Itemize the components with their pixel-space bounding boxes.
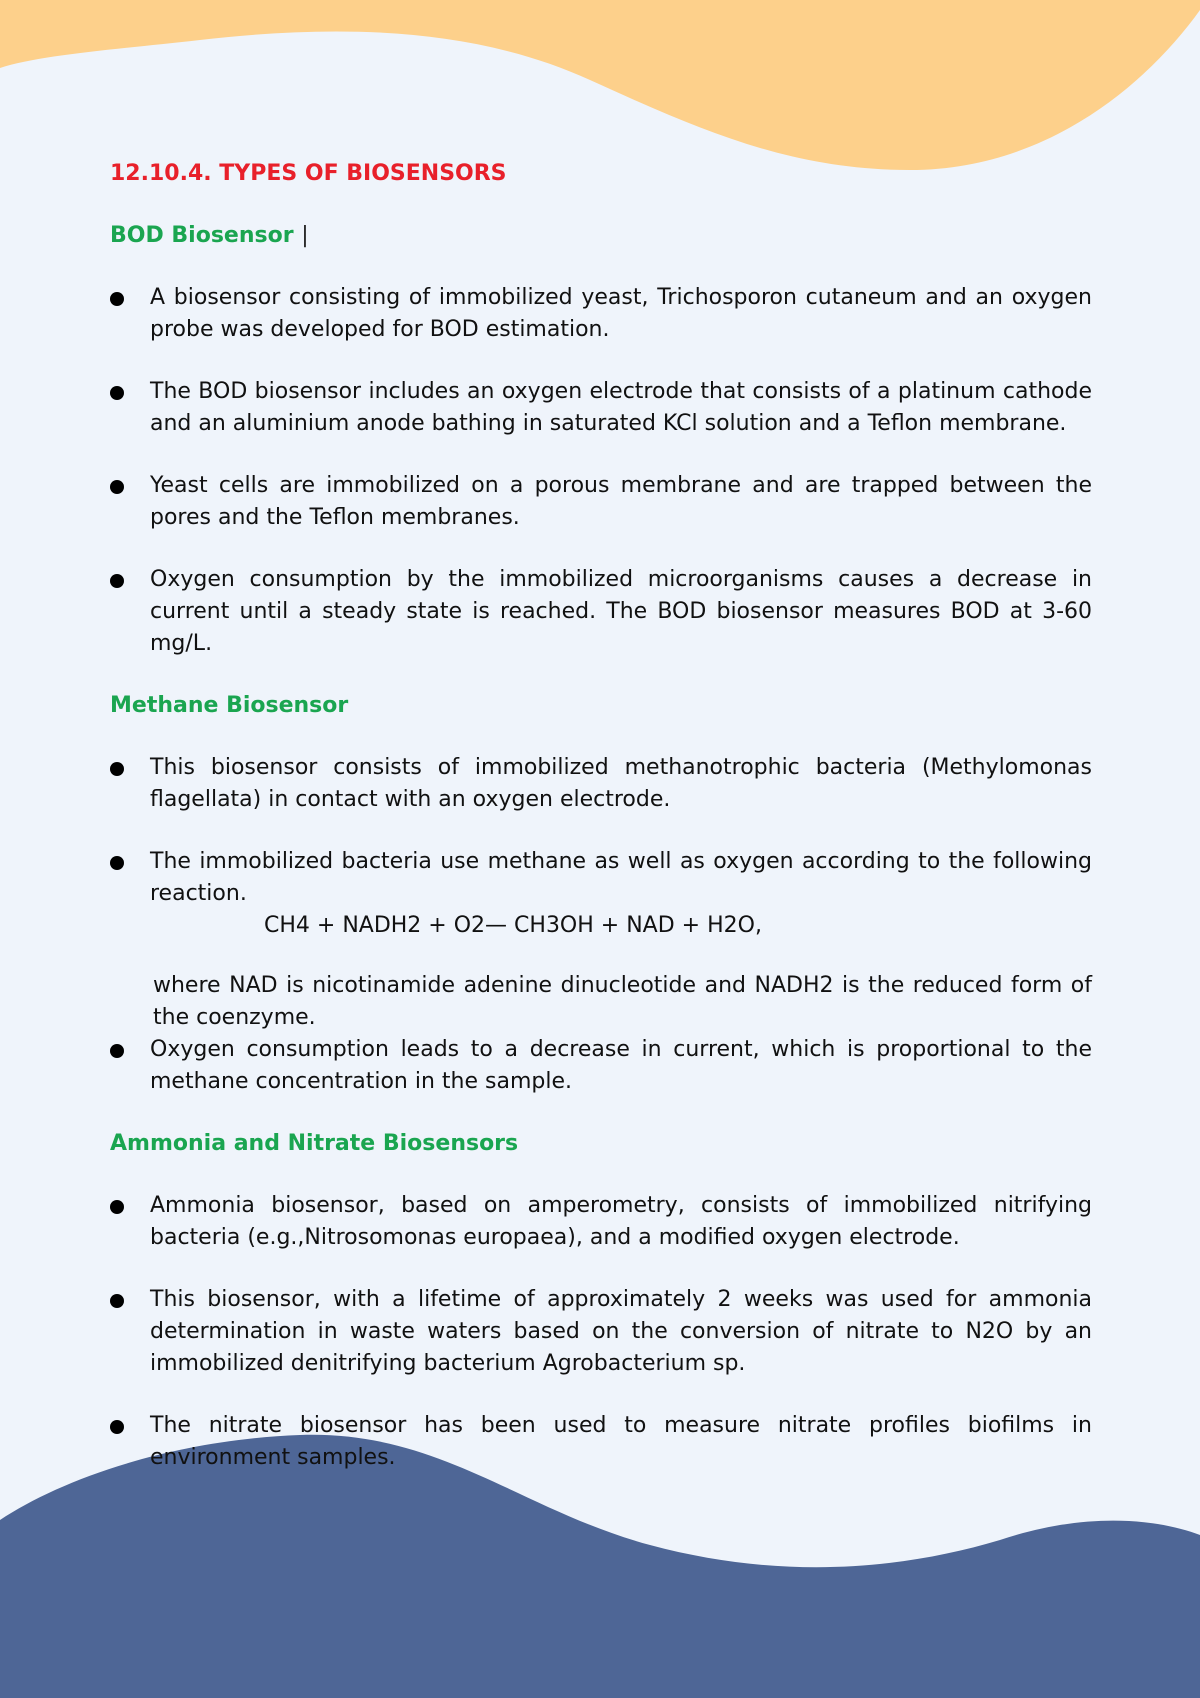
bullet-icon (110, 480, 124, 494)
section-heading-methane: Methane Biosensor (110, 693, 349, 718)
list-item (110, 376, 1092, 440)
bullet-icon (110, 1200, 124, 1214)
section-heading-text: BOD Biosensor (110, 223, 294, 248)
top-wave-shape (0, 0, 1200, 170)
page-title: 12.10.4. TYPES OF BIOSENSORS (110, 161, 507, 186)
list-item-text: A biosensor consisting of immobilized yeast, Trichosporon cutaneum and an oxygen probe was developed for BOD estimation. (150, 285, 1092, 342)
bullet-icon (110, 762, 124, 776)
bod-bullet-list (110, 282, 1092, 660)
list-item-text: Oxygen consumption leads to a decrease in current, which is proportional to the methane concentration in the sample. (150, 1037, 1092, 1094)
bullet-icon (110, 1044, 124, 1058)
list-item (110, 1190, 1092, 1254)
bullet-icon (110, 1294, 124, 1308)
equation-explanation: where NAD is nicotinamide adenine dinucleotide and NADH2 is the reduced form of the coenzyme. (153, 973, 1092, 1030)
bullet-icon (110, 574, 124, 588)
list-item-text: Ammonia biosensor, based on amperometry, consists of immobilized nitrifying bacteria (e.g.,Nitrosomonas europaea), and a modified oxygen electrode. (150, 1193, 1092, 1250)
list-item-text: The BOD biosensor includes an oxygen electrode that consists of a platinum cathode and an aluminium anode bathing in saturated KCl solution and a Teflon membrane. (150, 379, 1092, 436)
list-item (110, 846, 1092, 942)
list-item-text: This biosensor, with a lifetime of approximately 2 weeks was used for ammonia determination in waste waters based on the conversion of nitrate to N2O by an immobilized denitrifying bacterium Agrobacterium sp. (150, 1287, 1092, 1376)
methane-bullet-list-after (110, 1034, 1092, 1098)
section-heading-ammonia-nitrate: Ammonia and Nitrate Biosensors (110, 1131, 519, 1156)
list-item (110, 282, 1092, 346)
list-item (110, 752, 1092, 816)
text-cursor-mark: | (301, 223, 309, 248)
list-item (110, 1034, 1092, 1098)
document-content (110, 158, 1092, 1504)
list-item (110, 564, 1092, 660)
methane-bullet-list (110, 752, 1092, 942)
list-item-text: Yeast cells are immobilized on a porous membrane and are trapped between the pores and the Teflon membranes. (150, 473, 1092, 530)
list-item (110, 470, 1092, 534)
bullet-icon (110, 386, 124, 400)
bullet-icon (110, 1420, 124, 1434)
list-item-text: The nitrate biosensor has been used to measure nitrate profiles biofilms in environment samples. (150, 1413, 1092, 1470)
list-item-text: Oxygen consumption by the immobilized microorganisms causes a decrease in current until a steady state is reached. The BOD biosensor measures BOD at 3-60 mg/L. (150, 567, 1092, 656)
reaction-equation: CH4 + NADH2 + O2— CH3OH + NAD + H2O, (264, 913, 762, 938)
bullet-icon (110, 292, 124, 306)
bullet-icon (110, 856, 124, 870)
list-item-text: The immobilized bacteria use methane as well as oxygen according to the following reaction. (150, 849, 1092, 906)
section-heading-bod (110, 220, 1092, 252)
list-item (110, 1284, 1092, 1380)
list-item (110, 1410, 1092, 1474)
ammonia-bullet-list (110, 1190, 1092, 1474)
list-item-text: This biosensor consists of immobilized methanotrophic bacteria (Methylomonas flagellata) in contact with an oxygen electrode. (150, 755, 1092, 812)
